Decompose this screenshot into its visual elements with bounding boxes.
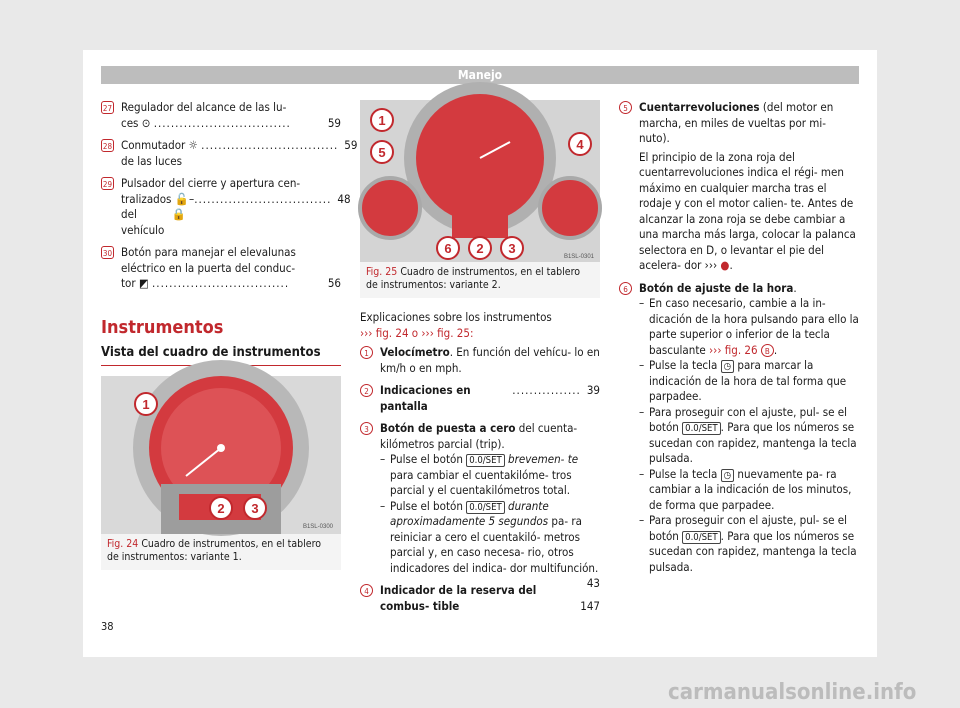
list-item-29: 29 Pulsador del cierre y apertura cen- tralizados del vehículo 🔓–🔒 ................................ 48 bbox=[102, 176, 351, 237]
clock-key-icon: ◷ bbox=[721, 360, 734, 373]
lock-unlock-icon: 🔓–🔒 bbox=[171, 191, 195, 221]
list-item-30: 30 Botón para manejar el elevalunas eléctrico en la puerta del conduc- tor ◩ ................................ 56 bbox=[102, 245, 341, 290]
callout-3: 3 bbox=[251, 500, 259, 516]
instrument-cluster-1-illustration bbox=[101, 376, 341, 534]
window-icon: ◩ bbox=[135, 276, 152, 290]
callout-6: 6 bbox=[444, 241, 452, 256]
callout-2: 2 bbox=[217, 500, 225, 516]
callout-3: 3 bbox=[508, 241, 516, 256]
column-left bbox=[101, 100, 358, 570]
sub-title: Vista del cuadro de instrumentos bbox=[101, 345, 341, 366]
instrument-cluster-2-illustration bbox=[360, 100, 600, 262]
explanation-6: 6 Botón de ajuste de la hora. – En caso necesario, cambie a la in- dicación de la hora pulsando para ello la parte superior o inferior de la tecla basculante ››› fig. 26 B . – Pulse la tecla ◷ para marcar la indicación de la hora de tal forma que parpadee. – Para proseguir con el ajuste, pul- se el botón 0.0/SET . Para que los números se sucedan con rapidez, mantenga la tecla pulsada. – Pulse la tecla ◷ nuevamente pa- ra cambiar a la indicación de los minutos, de forma que parpadee. – Para proseguir con el ajuste, pul- se el botón 0.0/SET . Para que los números se sucedan con rapidez, mantenga la tecla pulsada. bbox=[619, 281, 859, 576]
explanation-3: 3 Botón de puesta a cero del cuenta- kilómetros parcial (trip). – Pulse el botón 0.0/SET brevemen- te para cambiar el cuentakilóme- tros parcial y el cuentakilómetros total. – Pulse el botón 0.0/SET durante aproximadamente 5 segundos pa- ra reiniciar a cero el cuentakiló- metros parcial y, en caso necesa- rio, otros indicadores del indica- dor multifunción. 43 bbox=[360, 421, 600, 576]
column-middle bbox=[360, 100, 600, 621]
figure-link[interactable]: ››› fig. 24 o ››› fig. 25: bbox=[360, 325, 474, 340]
callout-1: 1 bbox=[142, 396, 150, 412]
explanation-5: 5 Cuentarrevoluciones (del motor en marcha, en miles de vueltas por mi- nuto). El principio de la zona roja del cuentarrevoluciones indica el régi- men máximo en cualquier marcha tras el rodaje y con el motor calien- te. Antes de alcanzar la zona roja se debe cambiar a una marcha más larga, colocar la palanca selectora en D, o levantar el pie del acelera- dor ››› ●. bbox=[619, 100, 859, 274]
list-item-27: 27 Regulador del alcance de las lu- ces ⊙ ................................ 59 bbox=[102, 100, 341, 130]
section-title: Instrumentos bbox=[101, 316, 224, 338]
set-key: 0.0/SET bbox=[466, 454, 505, 467]
svg-text:B1SL-0301: B1SL-0301 bbox=[563, 254, 594, 260]
explanations-intro: Explicaciones sobre los instrumentos ››› fig. 24 o ››› fig. 25: bbox=[360, 310, 600, 341]
callout-1: 1 bbox=[378, 113, 386, 128]
callout-5: 5 bbox=[378, 145, 386, 160]
headlight-range-icon: ⊙ bbox=[138, 115, 154, 130]
explanation-4: 4 Indicador de la reserva del combus- tible 147 bbox=[360, 583, 600, 614]
figure-24: 1 2 3 B1SL-0300 Fig. 24 Cuadro de instrumentos, en el tablero de instrumentos: variante 1. bbox=[101, 376, 341, 570]
page-number: 38 bbox=[101, 620, 114, 633]
page-header: Manejo bbox=[101, 66, 859, 84]
svg-text:B1SL-0300: B1SL-0300 bbox=[302, 523, 333, 530]
list-item-28: 28 Conmutador de las luces ☼ ................................ 59 bbox=[102, 138, 358, 168]
watermark: carmanualsonline.info bbox=[668, 680, 917, 705]
callout-4: 4 bbox=[576, 137, 584, 152]
figure-25: 1 5 4 6 2 3 B1SL-0301 Fig. 25 Cuadro de instrumentos, en el tablero de instrumentos: variante 2. bbox=[360, 100, 600, 298]
callout-2: 2 bbox=[476, 241, 484, 256]
light-icon: ☼ bbox=[185, 138, 202, 152]
column-right bbox=[619, 100, 859, 582]
fig-26-link[interactable]: ››› fig. 26 bbox=[709, 342, 758, 357]
explanation-2: 2 Indicaciones en pantalla ................ 39 bbox=[360, 383, 600, 414]
clock-key-icon: ◷ bbox=[721, 469, 734, 482]
warning-icon: ● bbox=[720, 258, 730, 272]
item-number: 27 bbox=[101, 101, 114, 114]
explanation-1: 1 Velocímetro. En función del vehícu- lo en km/h o en mph. bbox=[360, 345, 600, 376]
